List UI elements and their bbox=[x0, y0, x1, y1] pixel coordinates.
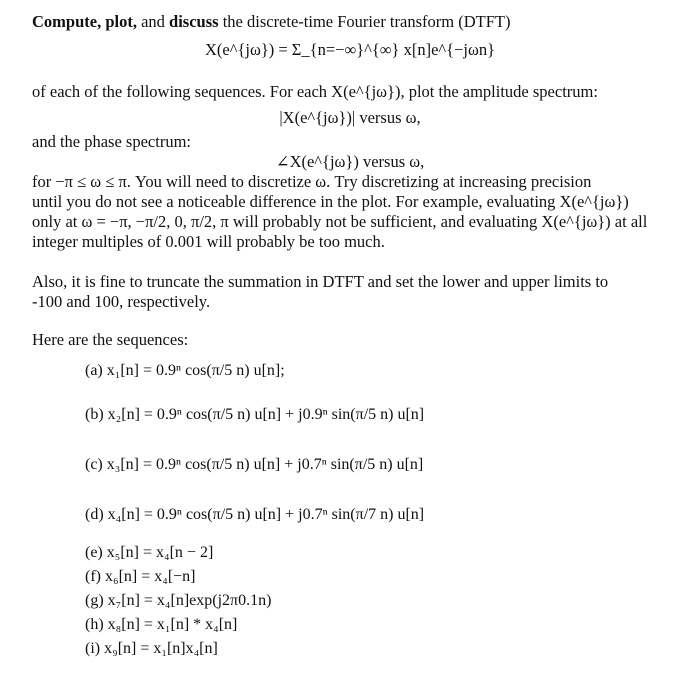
sequence-e bbox=[85, 542, 213, 564]
sequence-label: (c) bbox=[85, 456, 103, 473]
intro-bold-discuss: discuss bbox=[169, 12, 219, 31]
intro-line-1 bbox=[32, 12, 510, 32]
intro-line-3: and the phase spectrum: bbox=[32, 132, 191, 151]
sequence-label: (f) bbox=[85, 568, 101, 585]
dtft-formula: X(e^{jω}) = Σ_{n=−∞}^{∞} x[n]e^{−jωn} bbox=[205, 40, 495, 59]
note-line-1: Also, it is fine to truncate the summation in DTFT and set the lower and upper limits to bbox=[32, 272, 609, 291]
paragraph-line-2: until you do not see a noticeable difference in the plot. For example, evaluating X(e^{jω}) bbox=[32, 192, 629, 211]
sequence-label: (g) bbox=[85, 592, 104, 609]
phase-spectrum-formula: ∠X(e^{jω}) versus ω, bbox=[275, 152, 425, 171]
sequence-b bbox=[85, 404, 424, 426]
paragraph-line-3: only at ω = −π, −π/2, 0, π/2, π will probably not be sufficient, and evaluating X(e^{jω}) at all bbox=[32, 212, 648, 231]
paragraph-line-1: for −π ≤ ω ≤ π. You will need to discretize ω. Try discretizing at increasing precision bbox=[32, 172, 592, 191]
sequence-expression: x₆[n] = x₄[−n] bbox=[104, 568, 196, 585]
sequence-expression: x₇[n] = x₄[n]exp(j2π0.1n) bbox=[107, 592, 272, 609]
sequence-expression: x₄[n] = 0.9ⁿ cos(π/5 n) u[n] + j0.7ⁿ sin(π/7 n) u[n] bbox=[107, 506, 425, 523]
sequence-h bbox=[85, 614, 237, 636]
intro-line-2: of each of the following sequences. For each X(e^{jω}), plot the amplitude spectrum: bbox=[32, 82, 598, 101]
sequence-label: (b) bbox=[85, 406, 104, 423]
sequence-expression: x₅[n] = x₄[n − 2] bbox=[106, 544, 214, 561]
sequence-d bbox=[85, 504, 424, 526]
sequence-expression: x₈[n] = x₁[n] * x₄[n] bbox=[107, 616, 238, 633]
sequence-label: (i) bbox=[85, 640, 101, 657]
sequence-g bbox=[85, 590, 271, 612]
amplitude-spectrum-formula: |X(e^{jω})| versus ω, bbox=[279, 108, 421, 127]
sequence-expression: x₃[n] = 0.9ⁿ cos(π/5 n) u[n] + j0.7ⁿ sin(π/5 n) u[n] bbox=[106, 456, 424, 473]
sequence-f bbox=[85, 566, 196, 588]
sequence-label: (e) bbox=[85, 544, 103, 561]
sequence-i bbox=[85, 638, 218, 660]
sequence-expression: x₂[n] = 0.9ⁿ cos(π/5 n) u[n] + j0.9ⁿ sin(π/5 n) u[n] bbox=[107, 406, 425, 423]
sequence-expression: x₁[n] = 0.9ⁿ cos(π/5 n) u[n]; bbox=[106, 362, 285, 379]
note-line-2: -100 and 100, respectively. bbox=[32, 292, 211, 311]
sequence-expression: x₉[n] = x₁[n]x₄[n] bbox=[104, 640, 218, 657]
sequence-label: (h) bbox=[85, 616, 104, 633]
sequence-label: (d) bbox=[85, 506, 104, 523]
intro-rest: the discrete-time Fourier transform (DTFT) bbox=[218, 12, 511, 31]
sequences-heading: Here are the sequences: bbox=[32, 330, 189, 349]
paragraph-line-4: integer multiples of 0.001 will probably be too much. bbox=[32, 232, 385, 251]
sequence-label: (a) bbox=[85, 362, 103, 379]
sequence-c bbox=[85, 454, 423, 476]
intro-bold-compute-plot: Compute, plot, bbox=[32, 12, 137, 31]
sequence-a bbox=[85, 360, 285, 382]
intro-and: and bbox=[136, 12, 170, 31]
